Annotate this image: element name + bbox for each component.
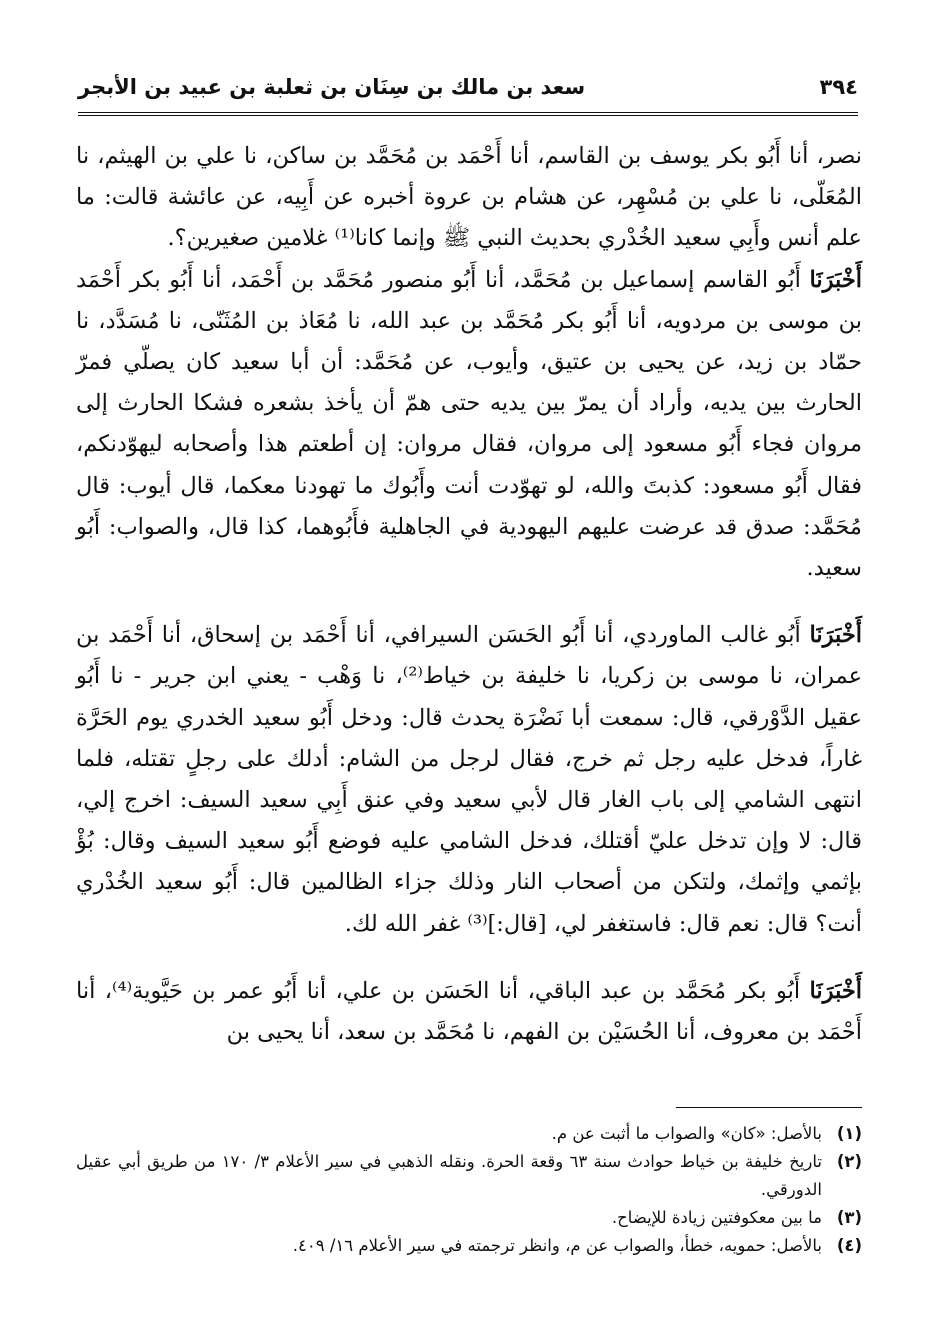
footnote-number: (٤) [836, 1236, 862, 1255]
page-number: ٣٩٤ [819, 75, 858, 99]
paragraph-1 [76, 136, 862, 260]
paragraph-lead: أَخْبَرَنَا [809, 622, 862, 649]
paragraph-text: نصر، أنا أَبُو بكر يوسف بن القاسم، أنا أَحْمَد بن مُحَمَّد بن ساكن، نا علي بن الهيثم، نا المُعَلّى، نا علي بن مُسْهِر، عن هشام بن عروة أخبره عن أَبِيه، عن عائشة قالت: ما علم أنس وأَبِي سعيد الخُدْري بحديث النبي ﷺ وإنما كانا⁽¹⁾ غلامين صغيرين؟. [76, 143, 862, 252]
paragraph-2 [76, 260, 862, 590]
footnote-number: (٣) [836, 1208, 862, 1227]
running-title: سعد بن مالك بن سِنَان بن ثعلبة بن عبيد بن الأبجر [78, 75, 586, 99]
footnote-text: ما بين معكوفتين زيادة للإيضاح. [611, 1208, 822, 1227]
footnote-text: بالأصل: حمويه، خطأ، والصواب عن م، وانظر ترجمته في سير الأعلام ١٦/ ٤٠٩. [292, 1236, 822, 1255]
paragraph-4 [76, 971, 862, 1053]
paragraph-text: أَبُو القاسم إسماعيل بن مُحَمَّد، أنا أَبُو منصور مُحَمَّد بن أَحْمَد، أنا أَبُو بكر أَحْمَد بن موسى بن مردويه، أنا أَبُو بكر مُحَمَّد بن عبد الله، نا مُعَاذ بن المُثَنّى، نا مُسَدَّد، نا حمّاد بن زيد، عن يحيى بن عتيق، وأيوب، عن مُحَمَّد: أن أبا سعيد كان يصلّي فمرّ الحارث بين يديه، وأراد أن يمرّ بين يديه حتى همّ أن يأخذ بشعره فشكا الحارث إلى مروان فجاء أَبُو مسعود إلى مروان، فقال مروان: إن أطعتم هذا وأصحابه ليهوّدنكم، فقال أَبُو مسعود: كذبتَ والله، لو تهوّدت أنت وأَبُوك ما تهودنا معكما، قال أيوب: قال مُحَمَّد: صدق قد عرضت عليهم اليهودية في الجاهلية فأَبُوهما، كذا قال، والصواب: أَبُو سعيد. [76, 266, 862, 582]
footnote-number: (٢) [836, 1152, 862, 1171]
footnotes [76, 1120, 862, 1260]
footnote-2 [76, 1148, 862, 1204]
footnote-divider [676, 1107, 862, 1108]
paragraph-lead: أَخْبَرَنَا [809, 977, 863, 1004]
footnote-text: تاريخ خليفة بن خياط حوادث سنة ٦٣ وقعة الحرة. ونقله الذهبي في سير الأعلام ٣/ ١٧٠ من طريق أبي عقيل الدورقي. [76, 1152, 822, 1199]
header-divider [78, 112, 858, 116]
main-text [76, 136, 862, 1053]
footnote-1 [76, 1120, 862, 1148]
footnote-4 [76, 1232, 862, 1260]
footnote-3 [76, 1204, 862, 1232]
footnote-text: بالأصل: «كان» والصواب ما أثبت عن م. [551, 1124, 822, 1143]
paragraph-text: أَبُو غالب الماوردي، أنا أَبُو الحَسَن السيرافي، أنا أَحْمَد بن إسحاق، أنا أَحْمَد بن عمران، نا موسى بن زكريا، نا خليفة بن خياط⁽²⁾، نا وَهْب - يعني ابن جرير - نا أَبُو عقيل الدَّوْرقي، قال: سمعت أبا نَضْرَة يحدث قال: ودخل أَبُو سعيد الخدري يوم الحَرَّة غاراً، فدخل عليه رجل ثم خرج، فقال لرجل من الشام: أدلك على رجلٍ تقتله، فلما انتهى الشامي إلى باب الغار قال لأبي سعيد وفي عنق أَبِي سعيد السيف: اخرج إلي، قال: لا وإن تدخل عليّ أقتلك، فدخل الشامي عليه فوضع أَبُو سعيد السيف وقال: بُؤْ بإثمي وإثمك، ولتكن من أصحاب النار وذلك جزاء الظالمين قال: أَبُو سعيد الخُدْري أنت؟ قال: نعم قال: فاستغفر لي، [قال:]⁽³⁾ غفر الله لك. [76, 622, 862, 937]
footnote-number: (١) [836, 1124, 862, 1143]
paragraph-lead: أَخْبَرَنَا [809, 266, 862, 293]
paragraph-text: أَبُو بكر مُحَمَّد بن عبد الباقي، أنا الحَسَن بن علي، أنا أَبُو عمر بن حَيَّوية⁽⁴⁾، أنا أَحْمَد بن معروف، أنا الحُسَيْن بن الفهم، نا مُحَمَّد بن سعد، أنا يحيى بن [76, 977, 862, 1046]
paragraph-3 [76, 615, 862, 945]
page-header [78, 70, 858, 104]
